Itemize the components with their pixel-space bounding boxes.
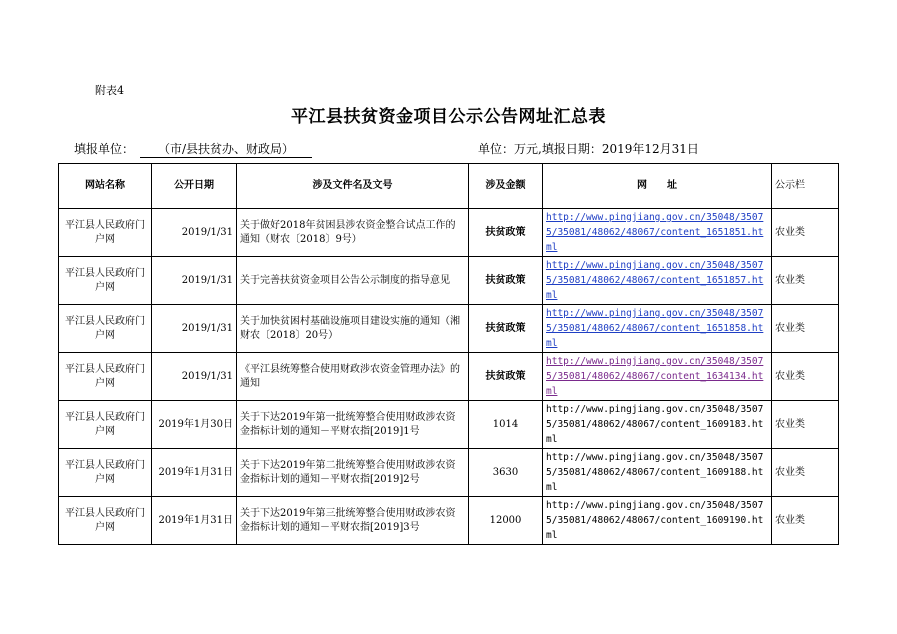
cell-date: 2019年1月31日 [152, 497, 237, 545]
cell-date: 2019/1/31 [152, 257, 237, 305]
cell-url [543, 401, 772, 449]
cell-amount: 1014 [469, 401, 543, 449]
col-header-document: 涉及文件名及文号 [237, 164, 469, 209]
cell-site: 平江县人民政府门户网 [59, 209, 152, 257]
cell-document: 关于完善扶贫资金项目公告公示制度的指导意见 [237, 257, 469, 305]
cell-column: 农业类 [772, 497, 839, 545]
table-row [59, 257, 839, 305]
cell-site: 平江县人民政府门户网 [59, 305, 152, 353]
cell-site: 平江县人民政府门户网 [59, 449, 152, 497]
cell-site: 平江县人民政府门户网 [59, 497, 152, 545]
url-link[interactable]: http://www.pingjiang.gov.cn/35048/35075/35081/48062/48067/content_1634134.html [546, 356, 764, 397]
unit-and-date: 单位：万元,填报日期：2019年12月31日 [478, 142, 699, 156]
col-header-site: 网站名称 [59, 164, 152, 209]
table-row [59, 401, 839, 449]
page-title: 平江县扶贫资金项目公示公告网址汇总表 [291, 107, 606, 127]
reporting-unit-label: 填报单位： [74, 142, 135, 156]
attachment-label: 附表4 [95, 84, 124, 97]
cell-column: 农业类 [772, 257, 839, 305]
cell-url [543, 449, 772, 497]
cell-document: 《平江县统筹整合使用财政涉农资金管理办法》的通知 [237, 353, 469, 401]
cell-url [543, 305, 772, 353]
cell-site: 平江县人民政府门户网 [59, 353, 152, 401]
col-header-date: 公开日期 [152, 164, 237, 209]
table-row [59, 497, 839, 545]
cell-date: 2019/1/31 [152, 305, 237, 353]
cell-amount: 扶贫政策 [469, 353, 543, 401]
col-header-amount: 涉及金额 [469, 164, 543, 209]
cell-document: 关于下达2019年第一批统筹整合使用财政涉农资金指标计划的通知－平财农指[2019]1号 [237, 401, 469, 449]
cell-date: 2019年1月31日 [152, 449, 237, 497]
table-row [59, 209, 839, 257]
cell-document: 关于做好2018年贫困县涉农资金整合试点工作的通知（财农〔2018〕9号） [237, 209, 469, 257]
cell-column: 农业类 [772, 401, 839, 449]
table-row [59, 305, 839, 353]
cell-amount: 扶贫政策 [469, 305, 543, 353]
url-link[interactable]: http://www.pingjiang.gov.cn/35048/35075/35081/48062/48067/content_1651851.html [546, 212, 764, 253]
summary-table [58, 163, 839, 545]
url-text: http://www.pingjiang.gov.cn/35048/35075/35081/48062/48067/content_1609183.html [546, 404, 764, 445]
cell-document: 关于下达2019年第三批统筹整合使用财政涉农资金指标计划的通知－平财农指[2019]3号 [237, 497, 469, 545]
cell-url [543, 209, 772, 257]
cell-column: 农业类 [772, 305, 839, 353]
cell-date: 2019/1/31 [152, 209, 237, 257]
cell-column: 农业类 [772, 449, 839, 497]
cell-site: 平江县人民政府门户网 [59, 257, 152, 305]
url-link[interactable]: http://www.pingjiang.gov.cn/35048/35075/35081/48062/48067/content_1651857.html [546, 260, 764, 301]
cell-document: 关于下达2019年第二批统筹整合使用财政涉农资金指标计划的通知－平财农指[2019]2号 [237, 449, 469, 497]
cell-url [543, 497, 772, 545]
table-row [59, 353, 839, 401]
table-row [59, 449, 839, 497]
url-link[interactable]: http://www.pingjiang.gov.cn/35048/35075/35081/48062/48067/content_1651858.html [546, 308, 764, 349]
cell-column: 农业类 [772, 209, 839, 257]
cell-date: 2019年1月30日 [152, 401, 237, 449]
col-header-url: 网 址 [543, 164, 772, 209]
cell-document: 关于加快贫困村基础设施项目建设实施的通知（湘财农〔2018〕20号） [237, 305, 469, 353]
col-header-column: 公示栏 [772, 164, 839, 209]
url-text: http://www.pingjiang.gov.cn/35048/35075/35081/48062/48067/content_1609190.html [546, 500, 764, 541]
cell-amount: 扶贫政策 [469, 209, 543, 257]
table-header-row [59, 164, 839, 209]
cell-url [543, 257, 772, 305]
reporting-unit [74, 140, 312, 158]
cell-amount: 12000 [469, 497, 543, 545]
cell-column: 农业类 [772, 353, 839, 401]
cell-amount: 3630 [469, 449, 543, 497]
cell-amount: 扶贫政策 [469, 257, 543, 305]
cell-url [543, 353, 772, 401]
reporting-unit-org: （市/县扶贫办、财政局） [140, 140, 312, 158]
cell-site: 平江县人民政府门户网 [59, 401, 152, 449]
url-text: http://www.pingjiang.gov.cn/35048/35075/35081/48062/48067/content_1609188.html [546, 452, 764, 493]
cell-date: 2019/1/31 [152, 353, 237, 401]
